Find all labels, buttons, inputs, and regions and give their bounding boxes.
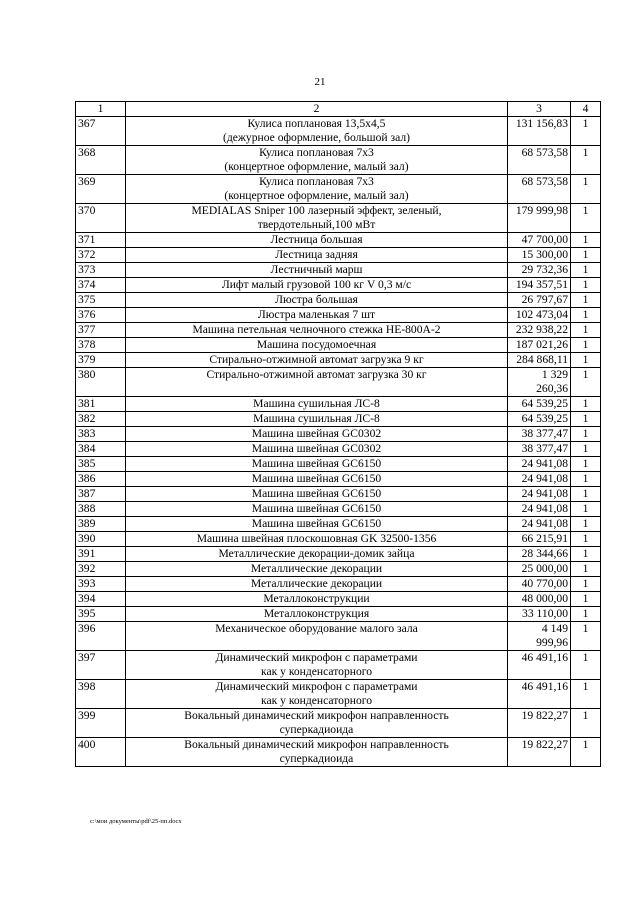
amount-cell: 64 539,25: [508, 397, 571, 412]
table-row: [76, 263, 601, 278]
row-number-cell: 394: [76, 592, 126, 607]
row-number-cell: 388: [76, 502, 126, 517]
table-header-row: [76, 102, 601, 117]
quantity-cell: 1: [571, 577, 601, 592]
table-row: [76, 547, 601, 562]
item-name-cell: Механическое оборудование малого зала: [126, 622, 508, 651]
item-name-cell: Металлоконструкция: [126, 607, 508, 622]
amount-cell: 19 822,27: [508, 709, 571, 738]
table-row: [76, 117, 601, 146]
item-name-cell: Металлические декорации: [126, 577, 508, 592]
row-number-cell: 372: [76, 248, 126, 263]
item-name-cell: MEDIALAS Sniper 100 лазерный эффект, зеленый, твердотельный,100 мВт: [126, 204, 508, 233]
table-row: [76, 278, 601, 293]
row-number-cell: 379: [76, 353, 126, 368]
quantity-cell: 1: [571, 263, 601, 278]
amount-cell: 68 573,58: [508, 175, 571, 204]
quantity-cell: 1: [571, 175, 601, 204]
item-name-cell: Кулиса поплановая 7х3 (концертное оформление, малый зал): [126, 146, 508, 175]
row-number-cell: 398: [76, 680, 126, 709]
table-row: [76, 233, 601, 248]
row-number-cell: 374: [76, 278, 126, 293]
amount-cell: 46 491,16: [508, 651, 571, 680]
row-number-cell: 384: [76, 442, 126, 457]
table-row: [76, 175, 601, 204]
item-name-cell: Лестничный марш: [126, 263, 508, 278]
quantity-cell: 1: [571, 293, 601, 308]
table-row: [76, 338, 601, 353]
quantity-cell: 1: [571, 278, 601, 293]
quantity-cell: 1: [571, 117, 601, 146]
table-row: [76, 532, 601, 547]
row-number-cell: 368: [76, 146, 126, 175]
amount-cell: 194 357,51: [508, 278, 571, 293]
amount-cell: 29 732,36: [508, 263, 571, 278]
row-number-cell: 395: [76, 607, 126, 622]
quantity-cell: 1: [571, 427, 601, 442]
table-row: [76, 622, 601, 651]
item-name-cell: Машина швейная GC0302: [126, 442, 508, 457]
amount-cell: 232 938,22: [508, 323, 571, 338]
item-name-cell: Машина швейная GC6150: [126, 472, 508, 487]
quantity-cell: 1: [571, 368, 601, 397]
quantity-cell: 1: [571, 323, 601, 338]
column-header: 2: [126, 102, 508, 117]
item-name-cell: Машина швейная GC6150: [126, 457, 508, 472]
item-name-cell: Машина швейная GC0302: [126, 427, 508, 442]
table-row: [76, 146, 601, 175]
item-name-cell: Машина швейная плоскошовная GK 32500-1356: [126, 532, 508, 547]
amount-cell: 4 149 999,96: [508, 622, 571, 651]
quantity-cell: 1: [571, 233, 601, 248]
item-name-cell: Машина сушильная ЛС-8: [126, 397, 508, 412]
quantity-cell: 1: [571, 680, 601, 709]
table-row: [76, 607, 601, 622]
row-number-cell: 377: [76, 323, 126, 338]
amount-cell: 19 822,27: [508, 738, 571, 767]
item-name-cell: Машина посудомоечная: [126, 338, 508, 353]
amount-cell: 24 941,08: [508, 502, 571, 517]
item-name-cell: Лестница большая: [126, 233, 508, 248]
item-name-cell: Вокальный динамический микрофон направленность суперкадиоида: [126, 709, 508, 738]
amount-cell: 66 215,91: [508, 532, 571, 547]
quantity-cell: 1: [571, 622, 601, 651]
table-row: [76, 397, 601, 412]
quantity-cell: 1: [571, 709, 601, 738]
quantity-cell: 1: [571, 146, 601, 175]
column-header: 4: [571, 102, 601, 117]
quantity-cell: 1: [571, 562, 601, 577]
table-row: [76, 472, 601, 487]
table-row: [76, 427, 601, 442]
row-number-cell: 391: [76, 547, 126, 562]
item-name-cell: Кулиса поплановая 7х3 (концертное оформление, малый зал): [126, 175, 508, 204]
row-number-cell: 367: [76, 117, 126, 146]
table-row: [76, 517, 601, 532]
row-number-cell: 396: [76, 622, 126, 651]
quantity-cell: 1: [571, 308, 601, 323]
amount-cell: 26 797,67: [508, 293, 571, 308]
item-name-cell: Динамический микрофон с параметрами как у конденсаторного: [126, 651, 508, 680]
item-name-cell: Вокальный динамический микрофон направленность суперкадиоида: [126, 738, 508, 767]
row-number-cell: 387: [76, 487, 126, 502]
page-number: 21: [314, 76, 326, 88]
quantity-cell: 1: [571, 472, 601, 487]
amount-cell: 24 941,08: [508, 457, 571, 472]
row-number-cell: 385: [76, 457, 126, 472]
quantity-cell: 1: [571, 592, 601, 607]
row-number-cell: 392: [76, 562, 126, 577]
row-number-cell: 399: [76, 709, 126, 738]
row-number-cell: 386: [76, 472, 126, 487]
table-row: [76, 442, 601, 457]
quantity-cell: 1: [571, 397, 601, 412]
table-row: [76, 709, 601, 738]
amount-cell: 24 941,08: [508, 487, 571, 502]
amount-cell: 1 329 260,36: [508, 368, 571, 397]
amount-cell: 179 999,98: [508, 204, 571, 233]
table-row: [76, 323, 601, 338]
row-number-cell: 378: [76, 338, 126, 353]
row-number-cell: 375: [76, 293, 126, 308]
quantity-cell: 1: [571, 353, 601, 368]
item-name-cell: Кулиса поплановая 13,5х4,5 (дежурное оформление, большой зал): [126, 117, 508, 146]
table-row: [76, 738, 601, 767]
item-name-cell: Люстра маленькая 7 шт: [126, 308, 508, 323]
quantity-cell: 1: [571, 517, 601, 532]
quantity-cell: 1: [571, 547, 601, 562]
row-number-cell: 381: [76, 397, 126, 412]
row-number-cell: 383: [76, 427, 126, 442]
item-name-cell: Машина швейная GC6150: [126, 517, 508, 532]
row-number-cell: 382: [76, 412, 126, 427]
amount-cell: 64 539,25: [508, 412, 571, 427]
item-name-cell: Машина швейная GC6150: [126, 502, 508, 517]
amount-cell: 48 000,00: [508, 592, 571, 607]
table-row: [76, 487, 601, 502]
table-row: [76, 412, 601, 427]
item-name-cell: Стирально-отжимной автомат загрузка 30 кг: [126, 368, 508, 397]
row-number-cell: 369: [76, 175, 126, 204]
row-number-cell: 400: [76, 738, 126, 767]
table-row: [76, 680, 601, 709]
table-row: [76, 204, 601, 233]
quantity-cell: 1: [571, 442, 601, 457]
quantity-cell: 1: [571, 248, 601, 263]
item-name-cell: Машина сушильная ЛС-8: [126, 412, 508, 427]
table-row: [76, 368, 601, 397]
amount-cell: 284 868,11: [508, 353, 571, 368]
item-name-cell: Машина швейная GC6150: [126, 487, 508, 502]
row-number-cell: 373: [76, 263, 126, 278]
quantity-cell: 1: [571, 738, 601, 767]
file-path-footer: c:\мои документы\pdf\25-пп.docx: [90, 818, 182, 825]
row-number-cell: 380: [76, 368, 126, 397]
table-row: [76, 562, 601, 577]
amount-cell: 15 300,00: [508, 248, 571, 263]
item-name-cell: Люстра большая: [126, 293, 508, 308]
row-number-cell: 370: [76, 204, 126, 233]
row-number-cell: 393: [76, 577, 126, 592]
table-row: [76, 248, 601, 263]
item-name-cell: Лестница задняя: [126, 248, 508, 263]
amount-cell: 25 000,00: [508, 562, 571, 577]
row-number-cell: 389: [76, 517, 126, 532]
quantity-cell: 1: [571, 487, 601, 502]
amount-cell: 38 377,47: [508, 427, 571, 442]
quantity-cell: 1: [571, 532, 601, 547]
amount-cell: 131 156,83: [508, 117, 571, 146]
table-row: [76, 293, 601, 308]
row-number-cell: 376: [76, 308, 126, 323]
amount-cell: 24 941,08: [508, 472, 571, 487]
row-number-cell: 397: [76, 651, 126, 680]
table-row: [76, 353, 601, 368]
item-name-cell: Лифт малый грузовой 100 кг V 0,3 м/с: [126, 278, 508, 293]
item-name-cell: Металлические декорации: [126, 562, 508, 577]
amount-cell: 68 573,58: [508, 146, 571, 175]
amount-cell: 38 377,47: [508, 442, 571, 457]
amount-cell: 24 941,08: [508, 517, 571, 532]
item-name-cell: Динамический микрофон с параметрами как у конденсаторного: [126, 680, 508, 709]
amount-cell: 187 021,26: [508, 338, 571, 353]
table-row: [76, 308, 601, 323]
table-row: [76, 577, 601, 592]
item-name-cell: Машина петельная челночного стежка НЕ-800А-2: [126, 323, 508, 338]
amount-cell: 46 491,16: [508, 680, 571, 709]
amount-cell: 33 110,00: [508, 607, 571, 622]
amount-cell: 47 700,00: [508, 233, 571, 248]
column-header: 3: [508, 102, 571, 117]
table-body: [76, 117, 601, 767]
inventory-table: [75, 101, 601, 767]
quantity-cell: 1: [571, 502, 601, 517]
amount-cell: 102 473,04: [508, 308, 571, 323]
item-name-cell: Металлоконструкции: [126, 592, 508, 607]
table-row: [76, 651, 601, 680]
item-name-cell: Металлические декорации-домик зайца: [126, 547, 508, 562]
quantity-cell: 1: [571, 338, 601, 353]
quantity-cell: 1: [571, 457, 601, 472]
table-row: [76, 502, 601, 517]
amount-cell: 28 344,66: [508, 547, 571, 562]
row-number-cell: 390: [76, 532, 126, 547]
item-name-cell: Стирально-отжимной автомат загрузка 9 кг: [126, 353, 508, 368]
quantity-cell: 1: [571, 651, 601, 680]
table-row: [76, 457, 601, 472]
amount-cell: 40 770,00: [508, 577, 571, 592]
quantity-cell: 1: [571, 607, 601, 622]
row-number-cell: 371: [76, 233, 126, 248]
quantity-cell: 1: [571, 412, 601, 427]
quantity-cell: 1: [571, 204, 601, 233]
column-header: 1: [76, 102, 126, 117]
table-row: [76, 592, 601, 607]
